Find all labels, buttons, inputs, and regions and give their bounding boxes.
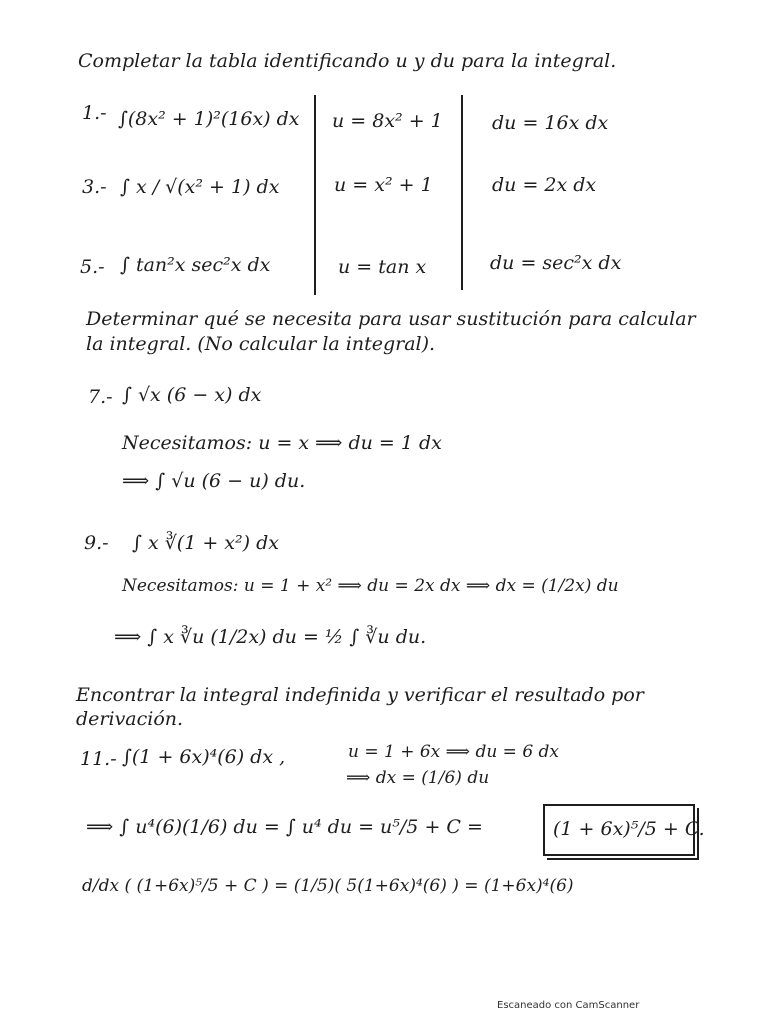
row5-label: 5.-: [80, 256, 105, 278]
problem11-integral: ∫(1 + 6x)⁴(6) dx ,: [122, 746, 286, 768]
problem11-sub1: u = 1 + 6x ⟹ du = 6 dx: [348, 742, 560, 762]
row1-u: u = 8x² + 1: [332, 110, 443, 132]
table-divider-left: [314, 95, 316, 295]
section3-heading-line2: derivación.: [76, 708, 184, 730]
problem11-sub2: ⟹ dx = (1/6) du: [346, 768, 490, 788]
problem9-label: 9.-: [84, 532, 109, 554]
problem7-label: 7.-: [88, 386, 113, 408]
section1-heading: Completar la tabla identificando u y du para la integral.: [78, 50, 617, 72]
problem7-work1: Necesitamos: u = x ⟹ du = 1 dx: [122, 432, 442, 454]
row3-integral: ∫ x / √(x² + 1) dx: [120, 176, 280, 198]
row3-du: du = 2x dx: [492, 174, 597, 196]
table-divider-right: [461, 95, 463, 290]
row1-integral: ∫(8x² + 1)²(16x) dx: [118, 108, 300, 130]
section3-heading-line1: Encontrar la integral indefinida y verificar el resultado por: [76, 684, 644, 706]
row1-label: 1.-: [82, 102, 107, 124]
problem9-integral: ∫ x ∛(1 + x²) dx: [132, 532, 279, 554]
row5-integral: ∫ tan²x sec²x dx: [120, 254, 271, 276]
problem7-work2: ⟹ ∫ √u (6 − u) du.: [122, 470, 306, 492]
problem11-verification: d/dx ( (1+6x)⁵/5 + C ) = (1/5)( 5(1+6x)⁴(6) ) = (1+6x)⁴(6): [82, 876, 574, 896]
problem11-label: 11.-: [80, 748, 117, 770]
problem9-work1: Necesitamos: u = 1 + x² ⟹ du = 2x dx ⟹ dx = (1/2x) du: [122, 576, 619, 596]
problem11-work-line: ⟹ ∫ u⁴(6)(1/6) du = ∫ u⁴ du = u⁵/5 + C =: [86, 816, 483, 838]
section2-heading-line2: la integral. (No calcular la integral).: [86, 333, 436, 355]
row3-label: 3.-: [82, 176, 107, 198]
scanner-watermark: Escaneado con CamScanner: [497, 1000, 640, 1011]
problem7-integral: ∫ √x (6 − x) dx: [122, 384, 262, 406]
problem11-answer: (1 + 6x)⁵/5 + C.: [553, 818, 705, 840]
row5-u: u = tan x: [338, 256, 427, 278]
row3-u: u = x² + 1: [334, 174, 433, 196]
section2-heading-line1: Determinar qué se necesita para usar sustitución para calcular: [86, 308, 696, 330]
problem9-work2: ⟹ ∫ x ∛u (1/2x) du = ½ ∫ ∛u du.: [114, 626, 427, 648]
row1-du: du = 16x dx: [492, 112, 609, 134]
row5-du: du = sec²x dx: [490, 252, 622, 274]
answer-box: [543, 804, 705, 856]
